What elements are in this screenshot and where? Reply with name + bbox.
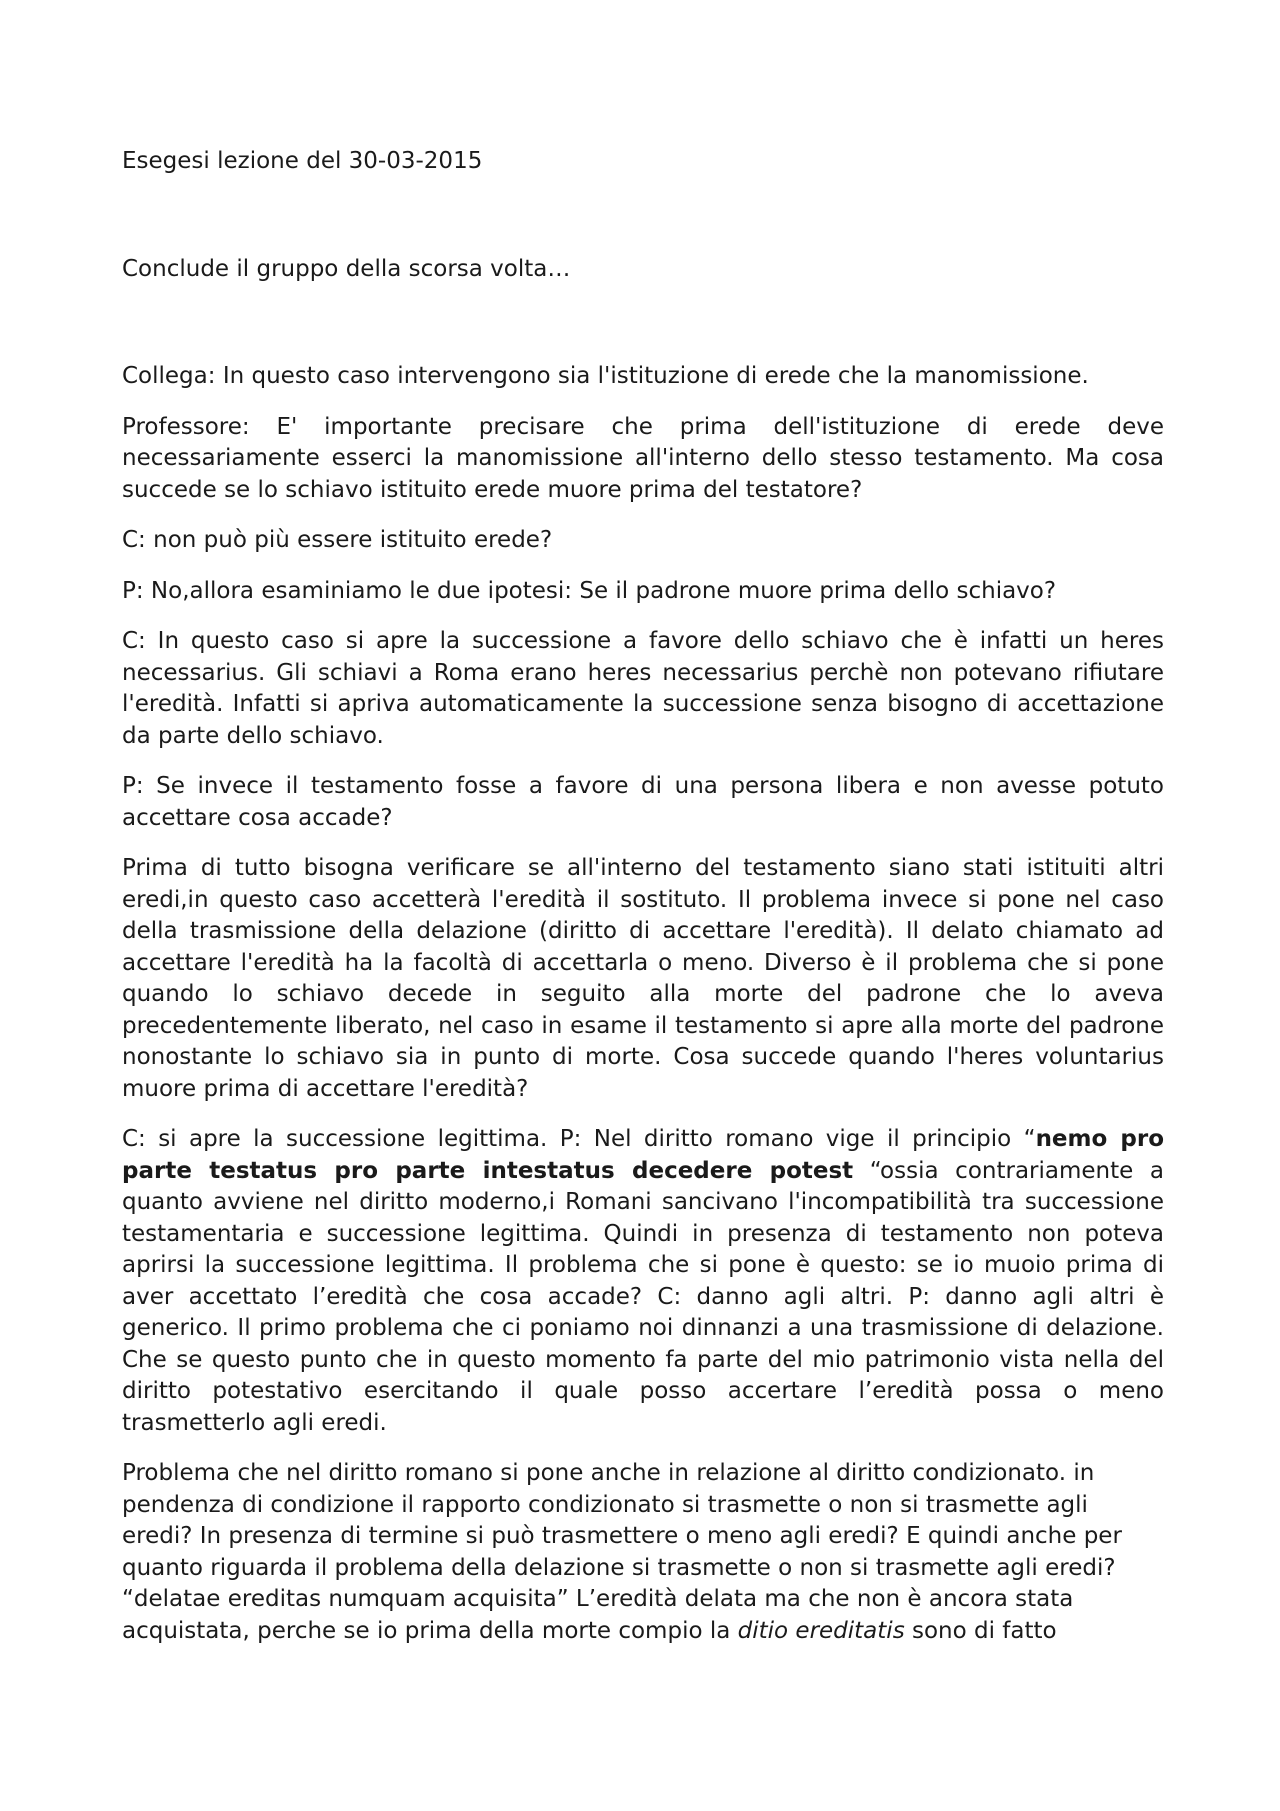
paragraph-diritto-condizionato	[122, 1458, 1164, 1647]
paragraph-text: C: si apre la successione legittima. P: Nel diritto romano vige il principio “	[122, 1126, 1036, 1152]
latin-principle: nemo pro parte testatus pro parte intestatus decedere potest	[122, 1126, 1165, 1184]
paragraph-text: Problema che nel diritto romano si pone anche in relazione al diritto condizionato. in pendenza di condizione il rapporto condizionato si trasmette o non si trasmette agli eredi? In presenza di termine si può trasmettere o meno agli eredi? E quindi anche per quanto riguarda il problema della delazione si trasmette o non si trasmette agli eredi? “delatae ereditas numquam acquisita” L’eredità delata ma che non è ancora stata acquistata, perche se io prima della morte compio la	[122, 1460, 1122, 1644]
paragraph-professore: Professore: E' importante precisare che prima dell'istituzione di erede deve necessariamente esserci la manomissione all'interno dello stesso testamento. Ma cosa succede se lo schiavo istituito erede muore prima del testatore?	[122, 413, 1164, 503]
paragraph-text: “ossia contrariamente a quanto avviene nel diritto moderno,i Romani sancivano l'incompatibilità tra successione testamentaria e successione legittima. Quindi in presenza di testamento non poteva aprirsi la successione legittima. Il problema che si pone è questo: se io muoio prima di aver accettato l’eredità che cosa accade? C: danno agli altri. P: danno agli altri è generico. Il primo problema che ci poniamo noi dinnanzi a una trasmissione di delazione. Che se questo punto che in questo momento fa parte del mio patrimonio vista nella del diritto potestativo esercitando il quale posso accertare l’eredità possa o meno trasmetterlo agli eredi.	[122, 1157, 1164, 1436]
intro-line: Conclude il gruppo della scorsa volta…	[122, 255, 571, 282]
paragraph-text: sono di fatto	[904, 1617, 1057, 1644]
document-body	[122, 146, 1164, 1647]
paragraph-collega-question: C: non può più essere istituito erede?	[122, 527, 553, 553]
document-title: Esegesi lezione del 30-03-2015	[122, 148, 483, 174]
latin-term: ditio ereditatis	[737, 1617, 905, 1644]
paragraph-professore-ipotesi: P: No,allora esaminiamo le due ipotesi: Se il padrone muore prima dello schiavo?	[122, 577, 1057, 604]
paragraph-heres-necessarius: C: In questo caso si apre la successione a favore dello schiavo che è infatti un heres necessarius. Gli schiavi a Roma erano heres necessarius perchè non potevano rifiutare l'eredità. Infatti si apriva automaticamente la successione senza bisogno di accettazione da parte dello schiavo.	[122, 628, 1164, 749]
paragraph-persona-libera: P: Se invece il testamento fosse a favore di una persona libera e non avesse potuto accettare cosa accade?	[122, 773, 1164, 831]
paragraph-successione-legittima	[122, 1124, 1164, 1439]
paragraph-collega-intro: Collega: In questo caso intervengono sia l'istituzione di erede che la manomissione.	[122, 363, 1089, 389]
paragraph-sostituto: Prima di tutto bisogna verificare se all'interno del testamento siano stati istituiti altri eredi,in questo caso accetterà l'eredità il sostituto. Il problema invece si pone nel caso della trasmissione della delazione (diritto di accettare l'eredità). Il delato chiamato ad accettare l'eredità ha la facoltà di accettarla o meno. Diverso è il problema che si pone quando lo schiavo decede in seguito alla morte del padrone che lo aveva precedentemente liberato, nel caso in esame il testamento si apre alla morte del padrone nonostante lo schiavo sia in punto di morte. Cosa succede quando l'heres voluntarius muore prima di accettare l'eredità?	[122, 855, 1164, 1102]
